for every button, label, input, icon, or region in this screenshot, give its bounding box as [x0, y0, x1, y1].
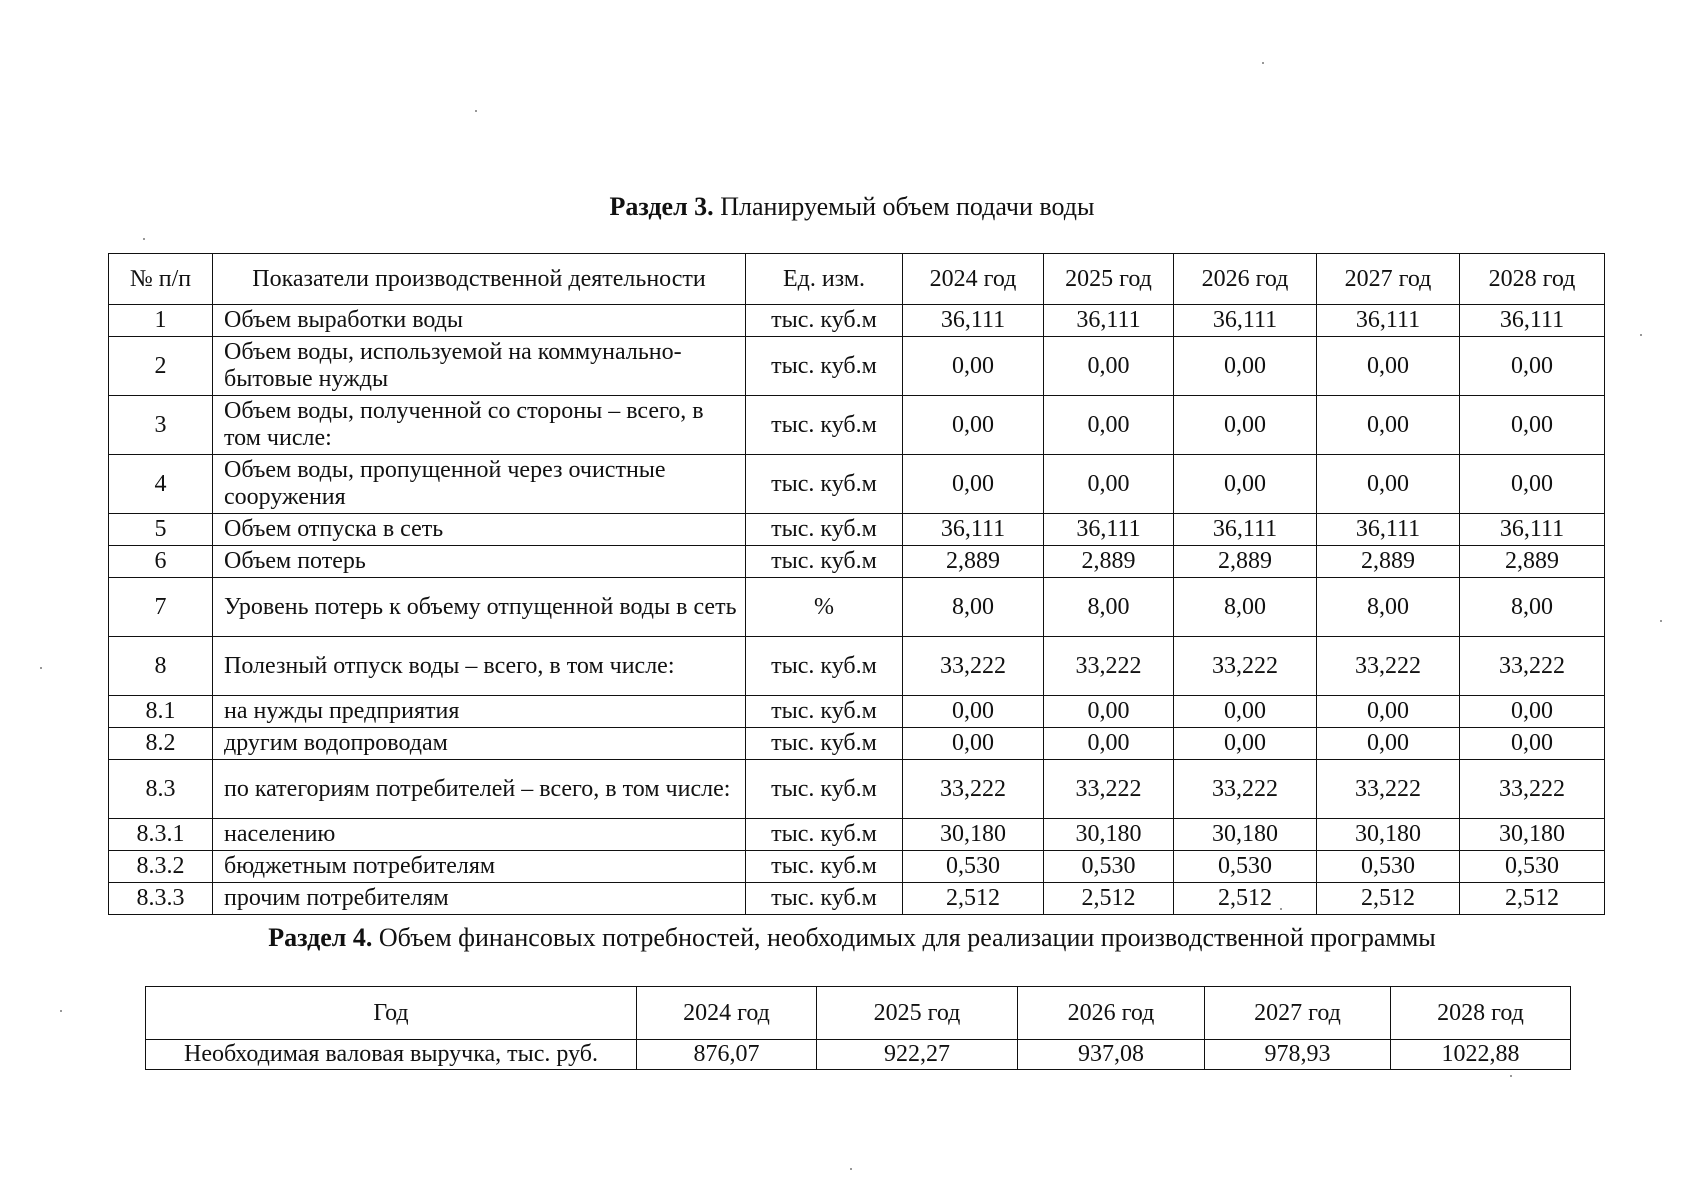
value-cell-2024: 36,111: [903, 514, 1044, 546]
scan-speck: [60, 1010, 62, 1012]
row-number-cell: 7: [109, 578, 213, 637]
table-row: [109, 396, 1605, 455]
scan-speck: [850, 1168, 852, 1170]
table-row: [109, 578, 1605, 637]
value-cell-2028: 0,00: [1460, 337, 1605, 396]
value-cell-2028: 30,180: [1460, 819, 1605, 851]
table-row: [109, 883, 1605, 915]
header-cell-num: № п/п: [109, 254, 213, 305]
row-number-cell: 8: [109, 637, 213, 696]
indicator-name-cell: Объем воды, пропущенной через очистные сооружения: [213, 455, 746, 514]
header-cell-2028: 2028 год: [1391, 987, 1571, 1040]
row-number-cell: 1: [109, 305, 213, 337]
row-name-cell: Необходимая валовая выручка, тыс. руб.: [146, 1040, 637, 1070]
row-number-cell: 5: [109, 514, 213, 546]
value-cell-2024: 0,530: [903, 851, 1044, 883]
row-number-cell: 8.3.3: [109, 883, 213, 915]
value-cell-2027: 0,00: [1317, 396, 1460, 455]
scan-speck: [143, 238, 145, 240]
value-cell-2024: 33,222: [903, 760, 1044, 819]
value-cell-2027: 0,00: [1317, 337, 1460, 396]
value-cell-2025: 2,889: [1044, 546, 1174, 578]
row-number-cell: 8.3: [109, 760, 213, 819]
table-row: [109, 760, 1605, 819]
value-cell-2027: 0,00: [1317, 728, 1460, 760]
unit-cell: тыс. куб.м: [746, 819, 903, 851]
value-cell-2024: 0,00: [903, 337, 1044, 396]
value-cell-2027: 2,512: [1317, 883, 1460, 915]
value-cell-2026: 0,00: [1174, 696, 1317, 728]
unit-cell: тыс. куб.м: [746, 851, 903, 883]
unit-cell: тыс. куб.м: [746, 728, 903, 760]
value-cell-2025: 33,222: [1044, 760, 1174, 819]
indicator-name-cell: другим водопроводам: [213, 728, 746, 760]
table-row: [109, 514, 1605, 546]
value-cell-2025: 36,111: [1044, 514, 1174, 546]
indicator-name-cell: Объем выработки воды: [213, 305, 746, 337]
unit-cell: тыс. куб.м: [746, 637, 903, 696]
header-cell-2026: 2026 год: [1018, 987, 1205, 1040]
value-cell-2026: 0,00: [1174, 728, 1317, 760]
row-number-cell: 8.1: [109, 696, 213, 728]
value-cell-2026: 30,180: [1174, 819, 1317, 851]
value-cell-2025: 0,00: [1044, 337, 1174, 396]
unit-cell: тыс. куб.м: [746, 305, 903, 337]
unit-cell: тыс. куб.м: [746, 396, 903, 455]
header-cell-2027: 2027 год: [1205, 987, 1391, 1040]
value-cell-2025: 0,00: [1044, 728, 1174, 760]
value-cell-2025: 0,00: [1044, 396, 1174, 455]
unit-cell: тыс. куб.м: [746, 337, 903, 396]
section4-title-label: Раздел 4.: [268, 923, 373, 952]
value-cell-2026: 0,530: [1174, 851, 1317, 883]
indicator-name-cell: Объем воды, используемой на коммунально-бытовые нужды: [213, 337, 746, 396]
financial-needs-table-body: [146, 987, 1571, 1070]
value-cell-2028: 8,00: [1460, 578, 1605, 637]
header-cell-indicator: Показатели производственной деятельности: [213, 254, 746, 305]
value-cell-2024: 0,00: [903, 396, 1044, 455]
table-row: [109, 819, 1605, 851]
indicator-name-cell: на нужды предприятия: [213, 696, 746, 728]
indicator-name-cell: Объем воды, полученной со стороны – всего, в том числе:: [213, 396, 746, 455]
unit-cell: тыс. куб.м: [746, 455, 903, 514]
table-row: [109, 696, 1605, 728]
scan-speck: [1280, 908, 1282, 910]
value-cell-2027: 33,222: [1317, 760, 1460, 819]
value-cell-2026: 36,111: [1174, 514, 1317, 546]
unit-cell: тыс. куб.м: [746, 883, 903, 915]
value-cell-2027: 8,00: [1317, 578, 1460, 637]
indicator-name-cell: населению: [213, 819, 746, 851]
value-cell-2028: 0,00: [1460, 696, 1605, 728]
value-cell-2024: 0,00: [903, 455, 1044, 514]
table-row: [109, 305, 1605, 337]
table-row: [109, 546, 1605, 578]
unit-cell: тыс. куб.м: [746, 696, 903, 728]
value-cell-2024: 30,180: [903, 819, 1044, 851]
value-cell-2026: 36,111: [1174, 305, 1317, 337]
unit-cell: %: [746, 578, 903, 637]
value-cell-2027: 36,111: [1317, 305, 1460, 337]
row-number-cell: 2: [109, 337, 213, 396]
value-cell-2028: 0,00: [1460, 455, 1605, 514]
unit-cell: тыс. куб.м: [746, 514, 903, 546]
value-cell-2024: 0,00: [903, 696, 1044, 728]
row-number-cell: 6: [109, 546, 213, 578]
value-cell-2028: 0,00: [1460, 396, 1605, 455]
table-row: [109, 455, 1605, 514]
header-cell-2024: 2024 год: [637, 987, 817, 1040]
row-number-cell: 3: [109, 396, 213, 455]
value-cell-2028: 36,111: [1460, 305, 1605, 337]
value-cell-2025: 0,530: [1044, 851, 1174, 883]
value-cell-2027: 978,93: [1205, 1040, 1391, 1070]
table-header-row: [146, 987, 1571, 1040]
scan-speck: [475, 110, 477, 112]
value-cell-2024: 33,222: [903, 637, 1044, 696]
value-cell-2028: 33,222: [1460, 637, 1605, 696]
indicator-name-cell: бюджетным потребителям: [213, 851, 746, 883]
value-cell-2027: 0,00: [1317, 696, 1460, 728]
water-supply-table: [108, 253, 1605, 915]
table-row: [146, 1040, 1571, 1070]
value-cell-2028: 0,00: [1460, 728, 1605, 760]
indicator-name-cell: Полезный отпуск воды – всего, в том числе:: [213, 637, 746, 696]
table-row: [109, 637, 1605, 696]
water-supply-table-body: [109, 254, 1605, 915]
row-number-cell: 4: [109, 455, 213, 514]
value-cell-2027: 0,530: [1317, 851, 1460, 883]
indicator-name-cell: Уровень потерь к объему отпущенной воды в сеть: [213, 578, 746, 637]
header-cell-2027: 2027 год: [1317, 254, 1460, 305]
value-cell-2027: 2,889: [1317, 546, 1460, 578]
value-cell-2024: 2,512: [903, 883, 1044, 915]
unit-cell: тыс. куб.м: [746, 546, 903, 578]
value-cell-2025: 0,00: [1044, 696, 1174, 728]
value-cell-2028: 2,889: [1460, 546, 1605, 578]
financial-needs-table: [145, 986, 1571, 1070]
row-number-cell: 8.2: [109, 728, 213, 760]
header-cell-unit: Ед. изм.: [746, 254, 903, 305]
value-cell-2026: 2,512: [1174, 883, 1317, 915]
value-cell-2024: 8,00: [903, 578, 1044, 637]
indicator-name-cell: по категориям потребителей – всего, в том числе:: [213, 760, 746, 819]
unit-cell: тыс. куб.м: [746, 760, 903, 819]
value-cell-2026: 8,00: [1174, 578, 1317, 637]
value-cell-2026: 33,222: [1174, 760, 1317, 819]
value-cell-2025: 30,180: [1044, 819, 1174, 851]
value-cell-2028: 0,530: [1460, 851, 1605, 883]
section4-title: [0, 923, 1704, 953]
header-cell-2025: 2025 год: [1044, 254, 1174, 305]
indicator-name-cell: Объем потерь: [213, 546, 746, 578]
scan-speck: [1262, 62, 1264, 64]
value-cell-2026: 0,00: [1174, 455, 1317, 514]
table-row: [109, 337, 1605, 396]
value-cell-2025: 33,222: [1044, 637, 1174, 696]
section3-title-text: Планируемый объем подачи воды: [713, 192, 1095, 221]
section4-title-text: Объем финансовых потребностей, необходимых для реализации производственной программы: [372, 923, 1436, 952]
value-cell-2027: 0,00: [1317, 455, 1460, 514]
header-cell-2026: 2026 год: [1174, 254, 1317, 305]
value-cell-2024: 36,111: [903, 305, 1044, 337]
table-row: [109, 728, 1605, 760]
section3-title: [0, 192, 1704, 222]
value-cell-2027: 36,111: [1317, 514, 1460, 546]
header-cell-2028: 2028 год: [1460, 254, 1605, 305]
value-cell-2026: 0,00: [1174, 337, 1317, 396]
value-cell-2027: 33,222: [1317, 637, 1460, 696]
value-cell-2028: 33,222: [1460, 760, 1605, 819]
table-header-row: [109, 254, 1605, 305]
header-cell-2024: 2024 год: [903, 254, 1044, 305]
indicator-name-cell: прочим потребителям: [213, 883, 746, 915]
value-cell-2026: 937,08: [1018, 1040, 1205, 1070]
value-cell-2028: 1022,88: [1391, 1040, 1571, 1070]
scan-speck: [1660, 620, 1662, 622]
value-cell-2025: 36,111: [1044, 305, 1174, 337]
header-cell-year: Год: [146, 987, 637, 1040]
table-row: [109, 851, 1605, 883]
section3-title-label: Раздел 3.: [609, 192, 714, 221]
value-cell-2028: 2,512: [1460, 883, 1605, 915]
value-cell-2027: 30,180: [1317, 819, 1460, 851]
value-cell-2024: 876,07: [637, 1040, 817, 1070]
value-cell-2025: 0,00: [1044, 455, 1174, 514]
value-cell-2024: 0,00: [903, 728, 1044, 760]
value-cell-2026: 33,222: [1174, 637, 1317, 696]
value-cell-2025: 8,00: [1044, 578, 1174, 637]
value-cell-2026: 0,00: [1174, 396, 1317, 455]
value-cell-2028: 36,111: [1460, 514, 1605, 546]
indicator-name-cell: Объем отпуска в сеть: [213, 514, 746, 546]
header-cell-2025: 2025 год: [817, 987, 1018, 1040]
value-cell-2025: 2,512: [1044, 883, 1174, 915]
row-number-cell: 8.3.1: [109, 819, 213, 851]
row-number-cell: 8.3.2: [109, 851, 213, 883]
value-cell-2024: 2,889: [903, 546, 1044, 578]
value-cell-2025: 922,27: [817, 1040, 1018, 1070]
value-cell-2026: 2,889: [1174, 546, 1317, 578]
scan-speck: [1640, 334, 1642, 336]
scan-speck: [40, 667, 42, 669]
scan-speck: [1510, 1075, 1512, 1077]
